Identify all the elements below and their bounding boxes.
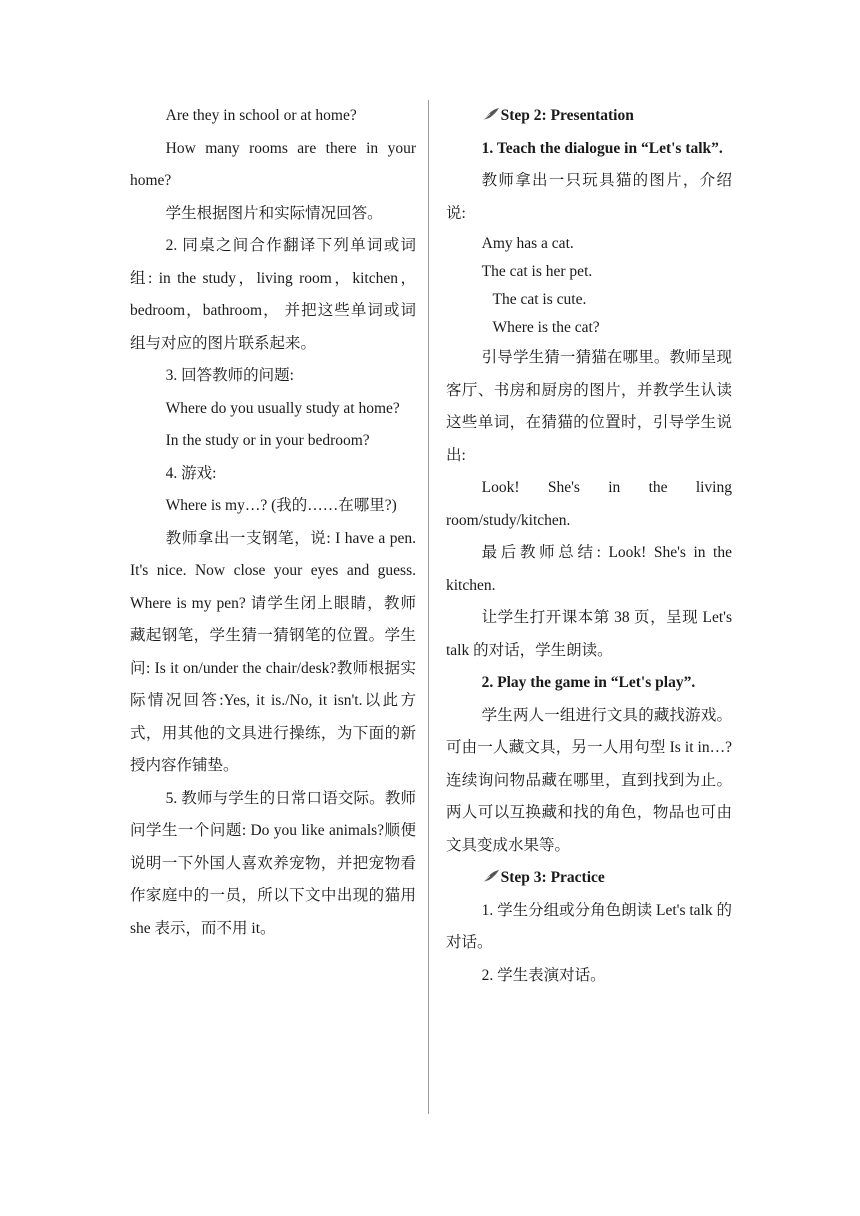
left-column (130, 100, 416, 945)
question-rooms: How many rooms are there in your home? (130, 139, 416, 189)
guide-guess: 引导学生猜一猜猫在哪里。教师呈现客厅、书房和厨房的图片，并教学生认读这些单词，在猜猫的位置时，引导学生说出: (446, 349, 732, 464)
item-5-communication: 5. 教师与学生的日常口语交际。教师问学生一个问题: Do you like animals?顺便说明一下外国人喜欢养宠物，并把宠物看作家庭中的一员，所以下文中出现的猫用 she 表示，而不用 it。 (130, 789, 416, 937)
step-2-title: Step 2: Presentation (500, 107, 634, 124)
game-play: 学生两人一组进行文具的藏找游戏。可由一人藏文具，另一人用句型 Is it in…? 连续询问物品藏在哪里，直到找到为止。两人可以互换藏和找的角色，物品也可由文具变成水果等。 (446, 706, 732, 854)
item-4-game: 4. 游戏: (165, 464, 217, 482)
step-2-item-1: 1. Teach the dialogue in “Let's talk”. (481, 139, 723, 157)
game-description: 教师拿出一支钢笔，说: I have a pen. It's nice. Now close your eyes and guess. Where is my pen? 请学生闭上眼睛，教师藏起钢笔，学生猜一猜钢笔的位置。学生问: Is it on/under the chair/desk?教师根据实际情况回答:Yes, it is./No, it isn't.以此方式，用其他的文具进行操练，为下面的新授内容作铺垫。 (130, 529, 416, 774)
step-3-title: Step 3: Practice (500, 869, 605, 886)
column-divider (428, 100, 429, 1114)
cat-intro: 教师拿出一只玩具猫的图片，介绍说: (446, 172, 732, 222)
teacher-summary: 最后教师总结: Look! She's in the kitchen. (446, 544, 732, 594)
open-book: 让学生打开课本第 38 页，呈现 Let's talk 的对话，学生朗读。 (446, 609, 732, 659)
game-title: Where is my…? (我的……在哪里?) (165, 497, 397, 514)
item-3-answer: 3. 回答教师的问题: (165, 367, 294, 384)
line-look: Look! She's in the living room/study/kitchen. (446, 479, 732, 529)
quill-pen-icon (482, 107, 500, 121)
right-column (446, 100, 732, 992)
question-school-home: Are they in school or at home? (165, 107, 357, 124)
question-study: Where do you usually study at home? (165, 399, 400, 417)
answer-note: 学生根据图片和实际情况回答。 (165, 204, 383, 222)
line-where: Where is the cat? (492, 319, 600, 336)
step-2-item-2: 2. Play the game in “Let's play”. (481, 674, 696, 691)
question-study-or-bedroom: In the study or in your bedroom? (165, 432, 370, 449)
step-3-heading (446, 862, 732, 895)
step-2-heading (446, 100, 732, 133)
quill-pen-icon (482, 869, 500, 883)
line-pet: The cat is her pet. (481, 263, 593, 280)
line-cute: The cat is cute. (492, 291, 587, 308)
line-amy: Amy has a cat. (481, 235, 574, 252)
practice-2: 2. 学生表演对话。 (481, 966, 606, 984)
item-2-translate: 2. 同桌之间合作翻译下列单词或词组: in the study，living room，kitchen，bedroom，bathroom， 并把这些单词或词组与对应的图片联系起来。 (130, 237, 416, 352)
practice-1: 1. 学生分组或分角色朗读 Let's talk 的对话。 (446, 901, 732, 951)
